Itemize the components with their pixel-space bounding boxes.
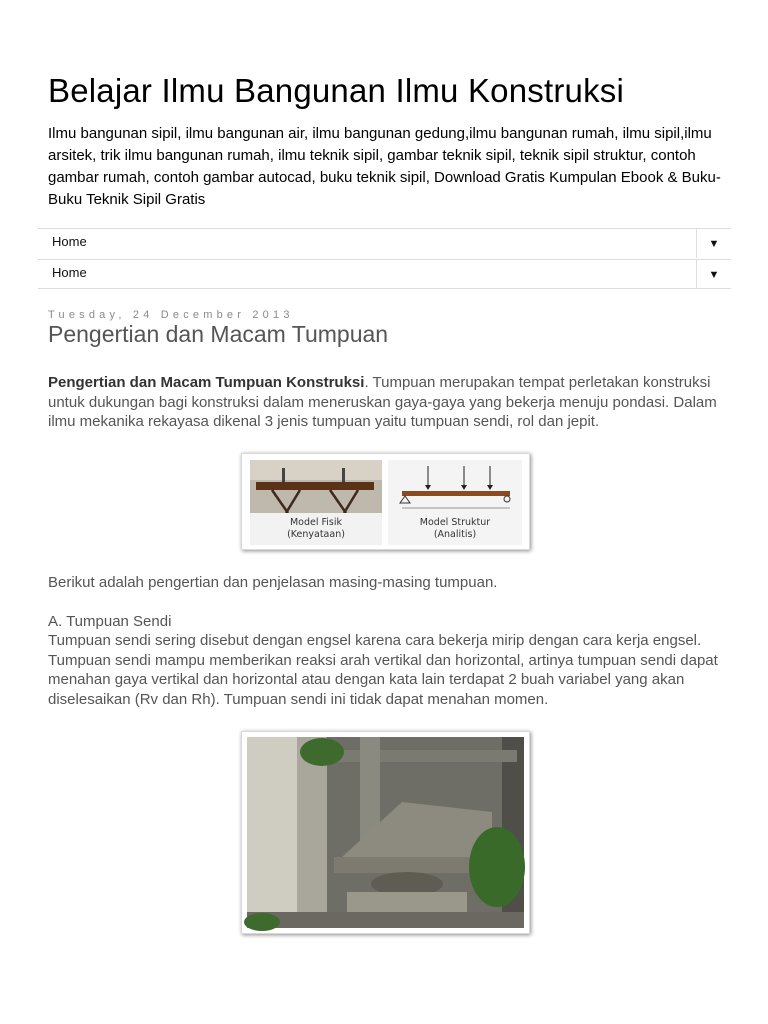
beam-photo-wall (250, 460, 382, 480)
intro-paragraph (48, 373, 720, 432)
post-date: Tuesday, 24 December 2013 (48, 309, 294, 321)
beam-model (402, 491, 510, 496)
figure-model-fisik-struktur[interactable] (241, 453, 530, 550)
intro-text: . Tumpuan merupakan tempat perletakan konstruksi untuk dukungan bagi konstruksi dalam meneruskan gaya-gaya yang bekerja menuju pondasi. Dalam ilmu mekanika rekayasa dikenal 3 jenis tumpuan yaitu tumpuan sendi, rol dan jepit. (48, 374, 717, 430)
nav-home-link-secondary[interactable]: Home (52, 265, 87, 280)
photo-foliage-bottom (244, 913, 280, 931)
photo-bearing-plate (334, 857, 484, 873)
pin-support-photo (242, 732, 529, 933)
section-a-body: Tumpuan sendi sering disebut dengan engsel karena cara bekerja mirip dengan cara kerja engsel. Tumpuan sendi mampu memberikan reaksi arah vertikal dan horizontal, artinya tumpuan sendi dapat menahan gaya vertikal dan horizontal atau dengan kata lain terdapat 2 buah variabel yang akan diselesaikan (Rv dan Rh). Tumpuan sendi ini tidak dapat menahan momen. (48, 632, 718, 708)
caption-right-line1: Model Struktur (419, 517, 491, 528)
beam-photo-post (282, 468, 285, 482)
photo-foliage-top (300, 738, 344, 766)
nav-home-link[interactable]: Home (52, 234, 87, 249)
intro-bold-text: Pengertian dan Macam Tumpuan Konstruksi (48, 374, 365, 391)
photo-concrete-wall (247, 737, 297, 928)
figure-tumpuan-sendi-photo[interactable] (241, 731, 530, 934)
paragraph-2: Berikut adalah pengertian dan penjelasan masing-masing tumpuan. (48, 574, 498, 591)
nav-bar-primary (38, 228, 731, 258)
photo-base-block (347, 892, 467, 914)
site-description: Ilmu bangunan sipil, ilmu bangunan air, ilmu bangunan gedung,ilmu bangunan rumah, ilmu sipil,ilmu arsitek, trik ilmu bangunan rumah, ilmu teknik sipil, gambar teknik sipil, teknik sipil struktur, contoh gambar rumah, contoh gambar autocad, buku teknik sipil, Download Gratis Kumpulan Ebook & Buku-Buku Teknik Sipil Gratis (48, 125, 721, 208)
dropdown-arrow-icon[interactable]: ▼ (696, 260, 731, 289)
caption-left-line1: Model Fisik (289, 517, 343, 528)
section-a-heading: A. Tumpuan Sendi (48, 613, 172, 630)
photo-girder-top (327, 750, 517, 762)
photo-ground (247, 912, 524, 928)
model-diagram (242, 454, 529, 549)
post-title[interactable]: Pengertian dan Macam Tumpuan (48, 321, 389, 347)
nav-bar-secondary (38, 259, 731, 289)
caption-left-line2: (Kenyataan) (287, 529, 345, 540)
beam-photo-post (342, 468, 345, 482)
caption-right-line2: (Analitis) (433, 529, 477, 540)
photo-foliage-right (469, 827, 525, 907)
beam-photo-beam (256, 482, 374, 490)
dropdown-arrow-icon[interactable]: ▼ (696, 229, 731, 258)
site-title[interactable]: Belajar Ilmu Bangunan Ilmu Konstruksi (48, 72, 625, 109)
